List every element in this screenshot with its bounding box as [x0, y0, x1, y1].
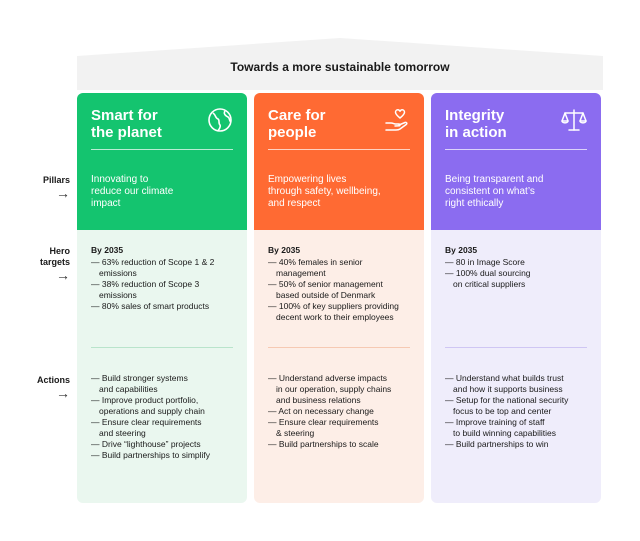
column-title: [268, 107, 378, 141]
column-title-line: Integrity: [445, 107, 505, 124]
hero-targets: [268, 245, 418, 323]
arrow-right-icon: →: [56, 267, 70, 283]
action-item: — Improve product portfolio, operations and supply chain: [91, 395, 205, 416]
target-item: — 50% of senior management based outside of Denmark: [268, 279, 383, 300]
globe-icon: [207, 107, 233, 133]
row-label-hero-targets: [20, 246, 70, 268]
hero-targets: [91, 245, 241, 312]
action-item: — Build partnerships to scale: [268, 439, 379, 449]
section-divider: [268, 347, 410, 348]
page-title: Towards a more sustainable tomorrow: [230, 60, 450, 74]
action-item: — Build partnerships to simplify: [91, 450, 211, 460]
heart-hand-icon: [384, 107, 410, 133]
action-item: — Ensure clear requirements and steering: [91, 417, 202, 438]
row-label-targets: targets: [39, 257, 70, 267]
action-item: — Build partnerships to win: [445, 439, 549, 449]
action-item: — Setup for the national security focus to be top and center: [445, 395, 569, 416]
pillar-line: impact: [91, 198, 121, 209]
column-title-line: the planet: [91, 124, 162, 141]
column-header-rule: [445, 149, 587, 150]
column-header: [431, 93, 601, 230]
pillar-line: Being transparent and: [445, 174, 544, 185]
targets-heading: By 2035: [268, 245, 301, 255]
action-item: — Drive “lighthouse” projects: [91, 439, 201, 449]
target-item: — 100% dual sourcing on critical suppliers: [445, 268, 531, 289]
pillar-line: and respect: [268, 198, 321, 209]
arrow-right-icon: →: [56, 185, 70, 201]
column-title-line: in action: [445, 124, 507, 141]
actions-list: [445, 373, 597, 450]
scales-icon: [561, 107, 587, 133]
action-item: — Build stronger systems and capabilities: [91, 373, 188, 394]
pillar-text: [445, 174, 585, 210]
column-header: [254, 93, 424, 230]
pillar-line: through safety, wellbeing,: [268, 186, 381, 197]
column-title-line: Smart for: [91, 107, 158, 124]
row-label-hero: Hero: [49, 246, 70, 256]
column-header-rule: [268, 149, 410, 150]
target-item: — 63% reduction of Scope 1 & 2 emissions: [91, 257, 215, 278]
actions-list: [91, 373, 243, 461]
section-divider: [445, 347, 587, 348]
column-integrity-in-action: [431, 93, 601, 503]
pillar-line: Empowering lives: [268, 174, 347, 185]
column-care-for-people: [254, 93, 424, 503]
action-item: — Understand what builds trust and how it supports business: [445, 373, 564, 394]
pillar-line: Innovating to: [91, 174, 149, 185]
target-item: — 38% reduction of Scope 3 emissions: [91, 279, 200, 300]
pillar-text: [268, 174, 408, 210]
column-header: [77, 93, 247, 230]
column-title: [445, 107, 555, 141]
targets-heading: By 2035: [445, 245, 478, 255]
column-title: [91, 107, 201, 141]
target-item: — 100% of key suppliers providing decent work to their employees: [268, 301, 399, 322]
action-item: — Ensure clear requirements & steering: [268, 417, 379, 438]
targets-heading: By 2035: [91, 245, 124, 255]
action-item: — Improve training of staff to build winning capabilities: [445, 417, 557, 438]
column-title-line: Care for: [268, 107, 326, 124]
target-item: — 80% sales of smart products: [91, 301, 210, 311]
action-item: — Act on necessary change: [268, 406, 374, 416]
target-item: — 80 in Image Score: [445, 257, 525, 267]
row-label-pillars: Pillars: [42, 175, 70, 185]
actions-list: [268, 373, 420, 450]
pillar-line: reduce our climate: [91, 186, 174, 197]
pillar-text: [91, 174, 231, 210]
pillar-line: consistent on what’s: [445, 186, 535, 197]
target-item: — 40% females in senior management: [268, 257, 363, 278]
hero-targets: [445, 245, 595, 290]
pillar-line: right ethically: [445, 198, 504, 209]
column-header-rule: [91, 149, 233, 150]
section-divider: [91, 347, 233, 348]
row-label-actions: Actions: [36, 375, 70, 385]
arrow-right-icon: →: [56, 385, 70, 401]
action-item: — Understand adverse impacts in our operation, supply chains and business relations: [268, 373, 392, 405]
column-smart-for-the-planet: [77, 93, 247, 503]
column-title-line: people: [268, 124, 317, 141]
